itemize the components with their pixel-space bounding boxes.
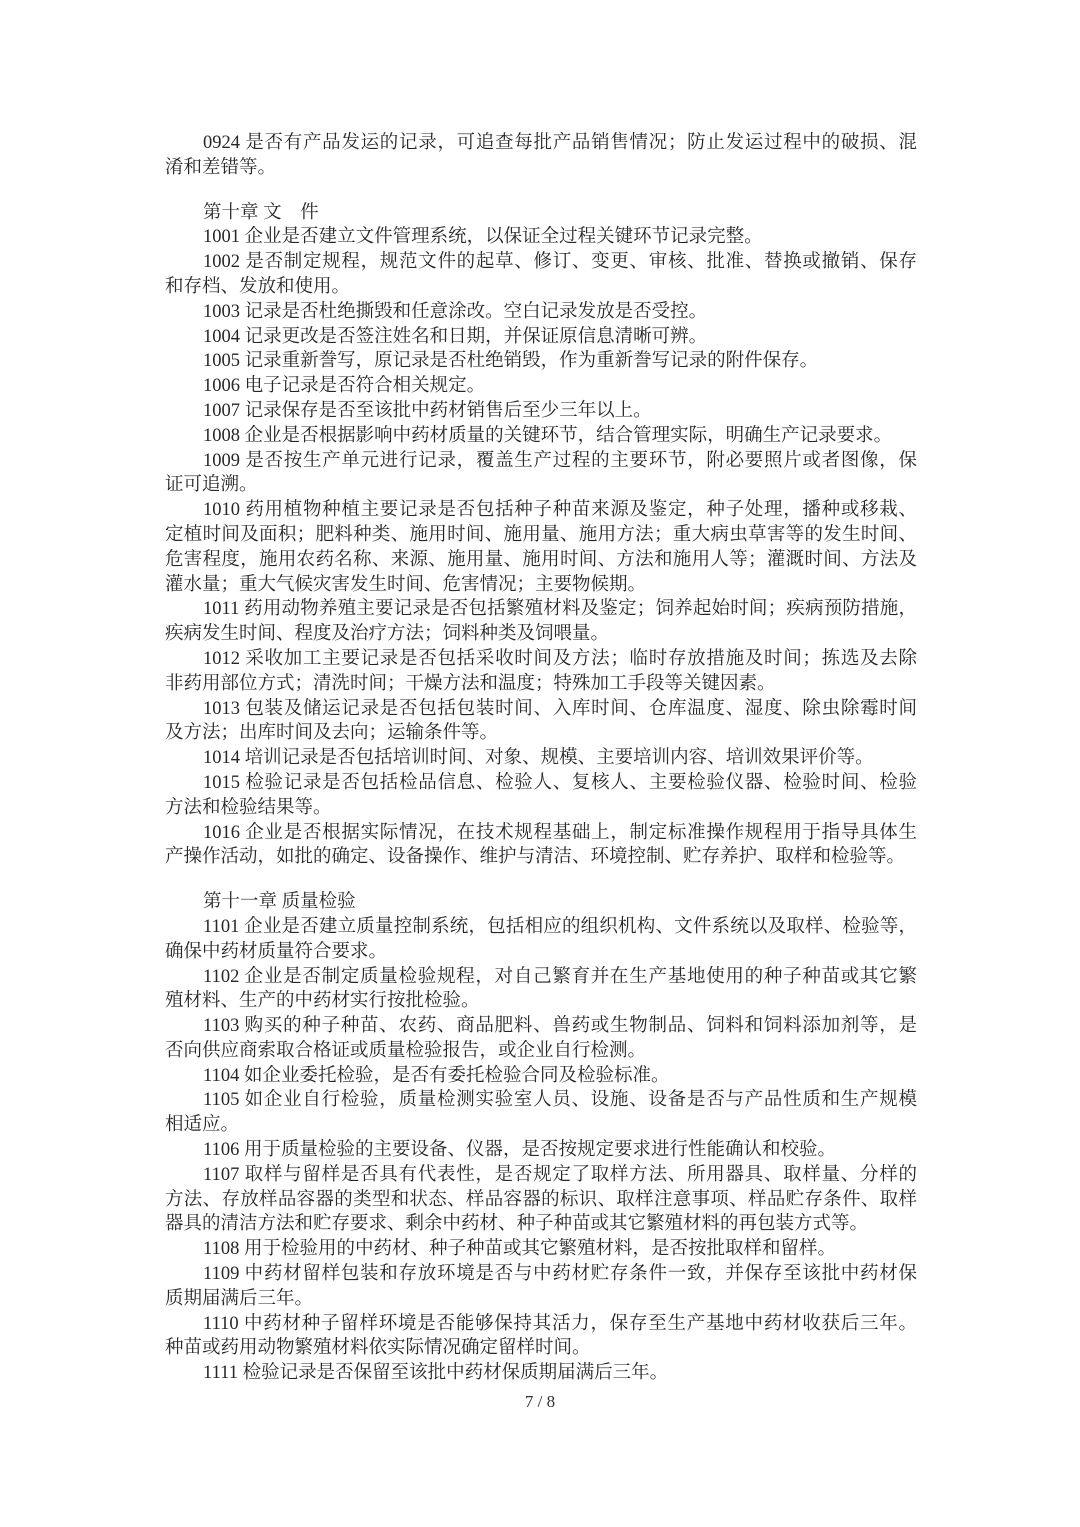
clause-line: 1102 企业是否制定质量检验规程，对自己繁育并在生产基地使用的种子种苗或其它繁 xyxy=(203,966,917,987)
clause-1012 xyxy=(165,647,917,697)
clause-line: 1104 如企业委托检验，是否有委托检验合同及检验标准。 xyxy=(203,1065,670,1086)
clause-line: 1108 用于检验用的中药材、种子种苗或其它繁殖材料，是否按批取样和留样。 xyxy=(203,1239,836,1260)
clause-line: 定植时间及面积；肥料种类、施用时间、施用量、施用方法；重大病虫草害等的发生时间、 xyxy=(165,524,917,545)
clause-line: 产操作活动，如批的确定、设备操作、维护与清洁、环境控制、贮存养护、取样和检验等。 xyxy=(165,847,906,868)
clause-line: 和存档、发放和使用。 xyxy=(165,276,351,297)
clause-line: 1004 记录更改是否签注姓名和日期，并保证原信息清晰可辨。 xyxy=(203,326,708,347)
clause-1110 xyxy=(165,1312,917,1362)
clause-line: 种苗或药用动物繁殖材料依实际情况确定留样时间。 xyxy=(165,1338,591,1359)
clause-1006 xyxy=(165,374,917,399)
clause-line: 1013 包装及储运记录是否包括包装时间、入库时间、仓库温度、湿度、除虫除霉时间 xyxy=(203,698,917,719)
clause-1002 xyxy=(165,250,917,300)
clause-line: 确保中药材质量符合要求。 xyxy=(165,941,388,962)
chapter-heading: 第十章 文 件 xyxy=(203,202,319,223)
document-body xyxy=(165,131,917,1386)
clause-line: 1110 中药材种子留样环境是否能够保持其活力，保存至生产基地中药材收获后三年。 xyxy=(203,1313,917,1334)
clause-line: 1014 培训记录是否包括培训时间、对象、规模、主要培训内容、培训效果评价等。 xyxy=(203,748,874,769)
clause-line: 质期届满后三年。 xyxy=(165,1288,314,1309)
clause-1014 xyxy=(165,746,917,771)
clause-1107 xyxy=(165,1163,917,1237)
clause-1008 xyxy=(165,424,917,449)
clause-line: 方法、存放样品容器的类型和状态、样品容器的标识、取样注意事项、样品贮存条件、取样 xyxy=(165,1189,917,1210)
clause-line: 疾病发生时间、程度及治疗方法；饲料种类及饲喂量。 xyxy=(165,624,610,645)
clause-line: 证可追溯。 xyxy=(165,475,258,496)
clause-line: 1008 企业是否根据影响中药材质量的关键环节，结合管理实际，明确生产记录要求。 xyxy=(203,425,893,446)
clause-line: 相适应。 xyxy=(165,1115,240,1136)
clause-line: 非药用部位方式；清洗时间；干燥方法和温度；特殊加工手段等关键因素。 xyxy=(165,673,776,694)
clause-1108 xyxy=(165,1237,917,1262)
clause-1016 xyxy=(165,821,917,871)
clause-line: 1111 检验记录是否保留至该批中药材保质期届满后三年。 xyxy=(203,1363,669,1384)
clause-1007 xyxy=(165,399,917,424)
clause-line: 灌水量；重大气候灾害发生时间、危害情况；主要物候期。 xyxy=(165,574,647,595)
clause-line: 1011 药用动物养殖主要记录是否包括繁殖材料及鉴定；饲养起始时间；疾病预防措施， xyxy=(203,599,917,620)
clause-1001 xyxy=(165,225,917,250)
clause-line: 1009 是否按生产单元进行记录，覆盖生产过程的主要环节，附必要照片或者图像，保 xyxy=(203,450,917,471)
clause-line: 1007 记录保存是否至该批中药材销售后至少三年以上。 xyxy=(203,400,652,421)
clause-line: 方法和检验结果等。 xyxy=(165,797,332,818)
clause-line: 危害程度，施用农药名称、来源、施用量、施用时间、方法和施用人等；灌溉时间、方法及 xyxy=(165,549,917,570)
clause-0924 xyxy=(165,131,917,181)
chapter-section xyxy=(165,201,917,871)
clause-1109 xyxy=(165,1262,917,1312)
clause-line: 1016 企业是否根据实际情况，在技术规程基础上，制定标准操作规程用于指导具体生 xyxy=(203,822,917,843)
clause-1103 xyxy=(165,1014,917,1064)
clause-line: 1006 电子记录是否符合相关规定。 xyxy=(203,376,486,397)
clause-line: 1002 是否制定规程，规范文件的起草、修订、变更、审核、批准、替换或撤销、保存 xyxy=(203,252,917,273)
clause-line: 1107 取样与留样是否具有代表性，是否规定了取样方法、所用器具、取样量、分样的 xyxy=(203,1164,917,1185)
clause-1004 xyxy=(165,325,917,350)
clause-1010 xyxy=(165,498,917,597)
clause-1105 xyxy=(165,1088,917,1138)
clause-1111 xyxy=(165,1361,917,1386)
clause-1009 xyxy=(165,449,917,499)
clause-1104 xyxy=(165,1064,917,1089)
clause-1011 xyxy=(165,597,917,647)
clause-line: 及方法；出库时间及去向；运输条件等。 xyxy=(165,723,499,744)
clause-line: 1001 企业是否建立文件管理系统，以保证全过程关键环节记录完整。 xyxy=(203,227,763,248)
clause-line: 1109 中药材留样包装和存放环境是否与中药材贮存条件一致，并保存至该批中药材保 xyxy=(203,1264,917,1285)
clause-1005 xyxy=(165,349,917,374)
clause-1003 xyxy=(165,300,917,325)
clause-line: 1010 药用植物种植主要记录是否包括种子种苗来源及鉴定，种子处理，播种或移栽、 xyxy=(203,500,917,521)
clause-1106 xyxy=(165,1138,917,1163)
clause-line: 1101 企业是否建立质量控制系统，包括相应的组织机构、文件系统以及取样、检验等， xyxy=(203,916,917,937)
clause-line: 1003 记录是否杜绝撕毁和任意涂改。空白记录发放是否受控。 xyxy=(203,301,708,322)
clause-line: 否向供应商索取合格证或质量检验报告，或企业自行检测。 xyxy=(165,1040,647,1061)
clause-1101 xyxy=(165,915,917,965)
clause-line: 0924 是否有产品发运的记录，可追查每批产品销售情况；防止发运过程中的破损、混 xyxy=(203,133,917,153)
clause-line: 1105 如企业自行检验，质量检测实验室人员、设施、设备是否与产品性质和生产规模 xyxy=(203,1090,917,1111)
clause-line: 1103 购买的种子种苗、农药、商品肥料、兽药或生物制品、饲料和饲料添加剂等，是 xyxy=(203,1016,917,1037)
clause-line: 殖材料、生产的中药材实行按批检验。 xyxy=(165,991,480,1012)
clause-line: 1005 记录重新誊写，原记录是否杜绝销毁，作为重新誊写记录的附件保存。 xyxy=(203,351,819,372)
chapter-section xyxy=(165,890,917,1386)
clause-1015 xyxy=(165,771,917,821)
clause-line: 1106 用于质量检验的主要设备、仪器，是否按规定要求进行性能确认和校验。 xyxy=(203,1140,836,1161)
clause-1013 xyxy=(165,697,917,747)
page-number: 7 / 8 xyxy=(524,1392,556,1411)
clause-line: 1012 采收加工主要记录是否包括采收时间及方法；临时存放措施及时间；拣选及去除 xyxy=(203,648,917,669)
clause-line: 1015 检验记录是否包括检品信息、检验人、复核人、主要检验仪器、检验时间、检验 xyxy=(203,772,917,793)
clause-line: 淆和差错等。 xyxy=(165,157,277,178)
clause-line: 器具的清洁方法和贮存要求、剩余中药材、种子种苗或其它繁殖材料的再包装方式等。 xyxy=(165,1214,869,1235)
clause-1102 xyxy=(165,965,917,1015)
chapter-heading: 第十一章 质量检验 xyxy=(203,892,356,913)
